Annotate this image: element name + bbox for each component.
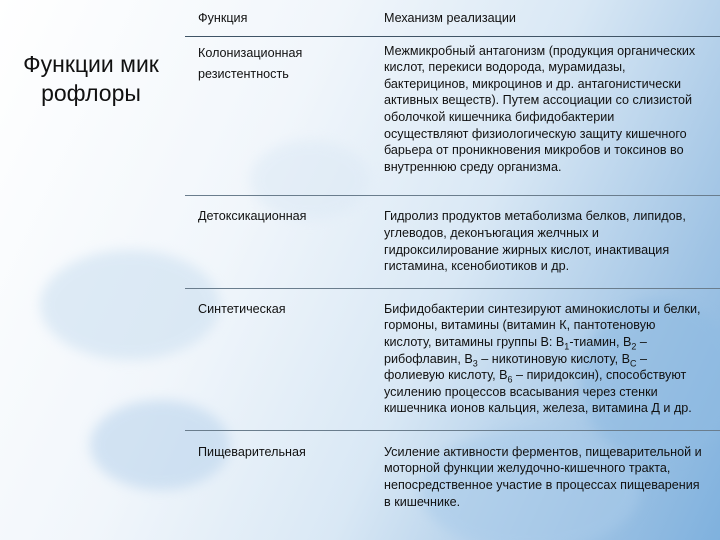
table-row [185, 430, 720, 520]
table-header-row [185, 0, 720, 36]
vitamin-subscript: 1 [564, 341, 570, 352]
functions-table [185, 0, 720, 520]
function-cell: Детоксикационная [185, 196, 371, 288]
table-row [185, 36, 720, 196]
vitamin-subscript: С [630, 358, 637, 369]
slide-title: Функции микрофлоры [23, 51, 159, 106]
mechanism-text: – пиридоксин), способствуют усилению процессов всасывания через стенки кишечника ионов кальция, железа, витамина Д и др. [384, 368, 692, 416]
mechanism-cell [371, 288, 720, 430]
table-row [185, 288, 720, 430]
mechanism-cell: Гидролиз продуктов метаболизма белков, липидов, углеводов, деконъюгация желчных и гидроксилирование жирных кислот, инактивация гистамина, ксенобиотиков и др. [371, 196, 720, 288]
functions-table-container [185, 0, 720, 540]
header-mechanism: Механизм реализации [371, 0, 720, 36]
table-row [185, 196, 720, 288]
mechanism-text: Бифидобактерии синтезируют аминокислоты и белки, гормоны, витамины (витамин К, пантотеновую кислоту, витамины группы В: В [384, 301, 701, 349]
function-cell: Пищеварительная [198, 444, 306, 459]
mechanism-text: – фолиевую кислоту, В [384, 351, 648, 383]
mechanism-text: – никотиновую кислоту, В [477, 351, 630, 366]
vitamin-subscript: 3 [472, 358, 478, 369]
header-function: Функция [185, 0, 371, 36]
vitamin-subscript: 2 [631, 341, 637, 352]
vitamin-subscript: 6 [507, 374, 513, 385]
function-name: Колонизационная резистентность [198, 45, 303, 81]
mechanism-text: – рибофлавин, В [384, 334, 647, 366]
function-cell [185, 36, 371, 196]
mechanism-text: -тиамин, В [569, 334, 632, 349]
mechanism-cell: Межмикробный антагонизм (продукция органических кислот, перекиси водорода, мурамидазы, бактерицинов, микроцинов и др. антагонистически активных веществ). Путем ассоциации со слизистой оболочкой кишечника бифидобактерии осуществляют физиологическую защиту кишечного барьера от проникновения микробов и токсинов во внутреннюю среду организма. [371, 36, 720, 196]
function-cell: Синтетическая [185, 288, 371, 430]
mechanism-cell: Усиление активности ферментов, пищеварительной и моторной функции желудочно-кишечного тракта, непосредственное участие в процессах пищеварения в кишечнике. [384, 444, 702, 509]
